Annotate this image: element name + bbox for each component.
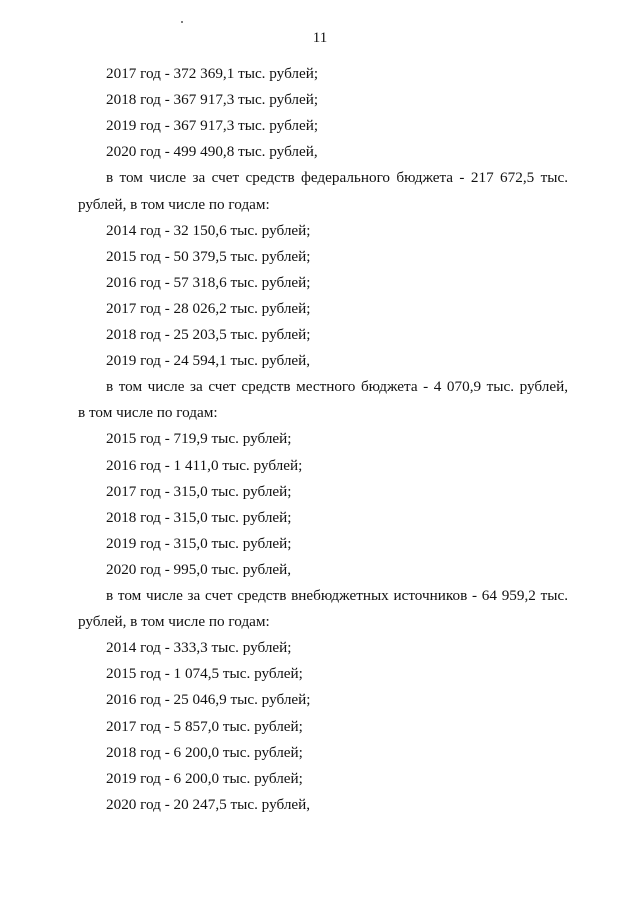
list-item: 2016 год - 1 411,0 тыс. рублей; xyxy=(106,456,303,474)
paragraph-line: рублей, в том числе по годам: xyxy=(78,195,270,213)
paragraph-line: в том числе по годам: xyxy=(78,404,218,422)
list-item: 2018 год - 367 917,3 тыс. рублей; xyxy=(106,91,319,109)
scan-speck xyxy=(181,21,183,23)
paragraph-line: в том числе за счет средств местного бюджета - 4 070,9 тыс. рублей, xyxy=(106,378,568,396)
list-item: 2014 год - 333,3 тыс. рублей; xyxy=(106,639,292,657)
list-item: 2020 год - 499 490,8 тыс. рублей, xyxy=(106,143,318,161)
list-item: 2017 год - 28 026,2 тыс. рублей; xyxy=(106,299,311,317)
list-item: 2018 год - 6 200,0 тыс. рублей; xyxy=(106,743,303,761)
list-item: 2017 год - 315,0 тыс. рублей; xyxy=(106,482,292,500)
list-item: 2015 год - 719,9 тыс. рублей; xyxy=(106,430,292,448)
paragraph-line: в том числе за счет средств федерального бюджета - 217 672,5 тыс. xyxy=(106,169,568,187)
list-item: 2016 год - 25 046,9 тыс. рублей; xyxy=(106,691,311,709)
paragraph-line: рублей, в том числе по годам: xyxy=(78,613,270,631)
list-item: 2019 год - 24 594,1 тыс. рублей, xyxy=(106,352,311,370)
list-item: 2020 год - 20 247,5 тыс. рублей, xyxy=(106,795,311,813)
list-item: 2019 год - 367 917,3 тыс. рублей; xyxy=(106,117,319,135)
page-number: 11 xyxy=(312,30,328,46)
list-item: 2016 год - 57 318,6 тыс. рублей; xyxy=(106,273,311,291)
list-item: 2020 год - 995,0 тыс. рублей, xyxy=(106,560,292,578)
list-item: 2017 год - 5 857,0 тыс. рублей; xyxy=(106,717,303,735)
paragraph-line: в том числе за счет средств внебюджетных источников - 64 959,2 тыс. xyxy=(106,587,568,604)
list-item: 2017 год - 372 369,1 тыс. рублей; xyxy=(106,65,319,82)
list-item: 2019 год - 6 200,0 тыс. рублей; xyxy=(106,769,303,787)
list-item: 2015 год - 1 074,5 тыс. рублей; xyxy=(106,665,303,683)
list-item: 2019 год - 315,0 тыс. рублей; xyxy=(106,534,292,552)
list-item: 2014 год - 32 150,6 тыс. рублей; xyxy=(106,221,311,239)
list-item: 2018 год - 315,0 тыс. рублей; xyxy=(106,508,292,526)
list-item: 2015 год - 50 379,5 тыс. рублей; xyxy=(106,247,311,265)
list-item: 2018 год - 25 203,5 тыс. рублей; xyxy=(106,326,311,343)
